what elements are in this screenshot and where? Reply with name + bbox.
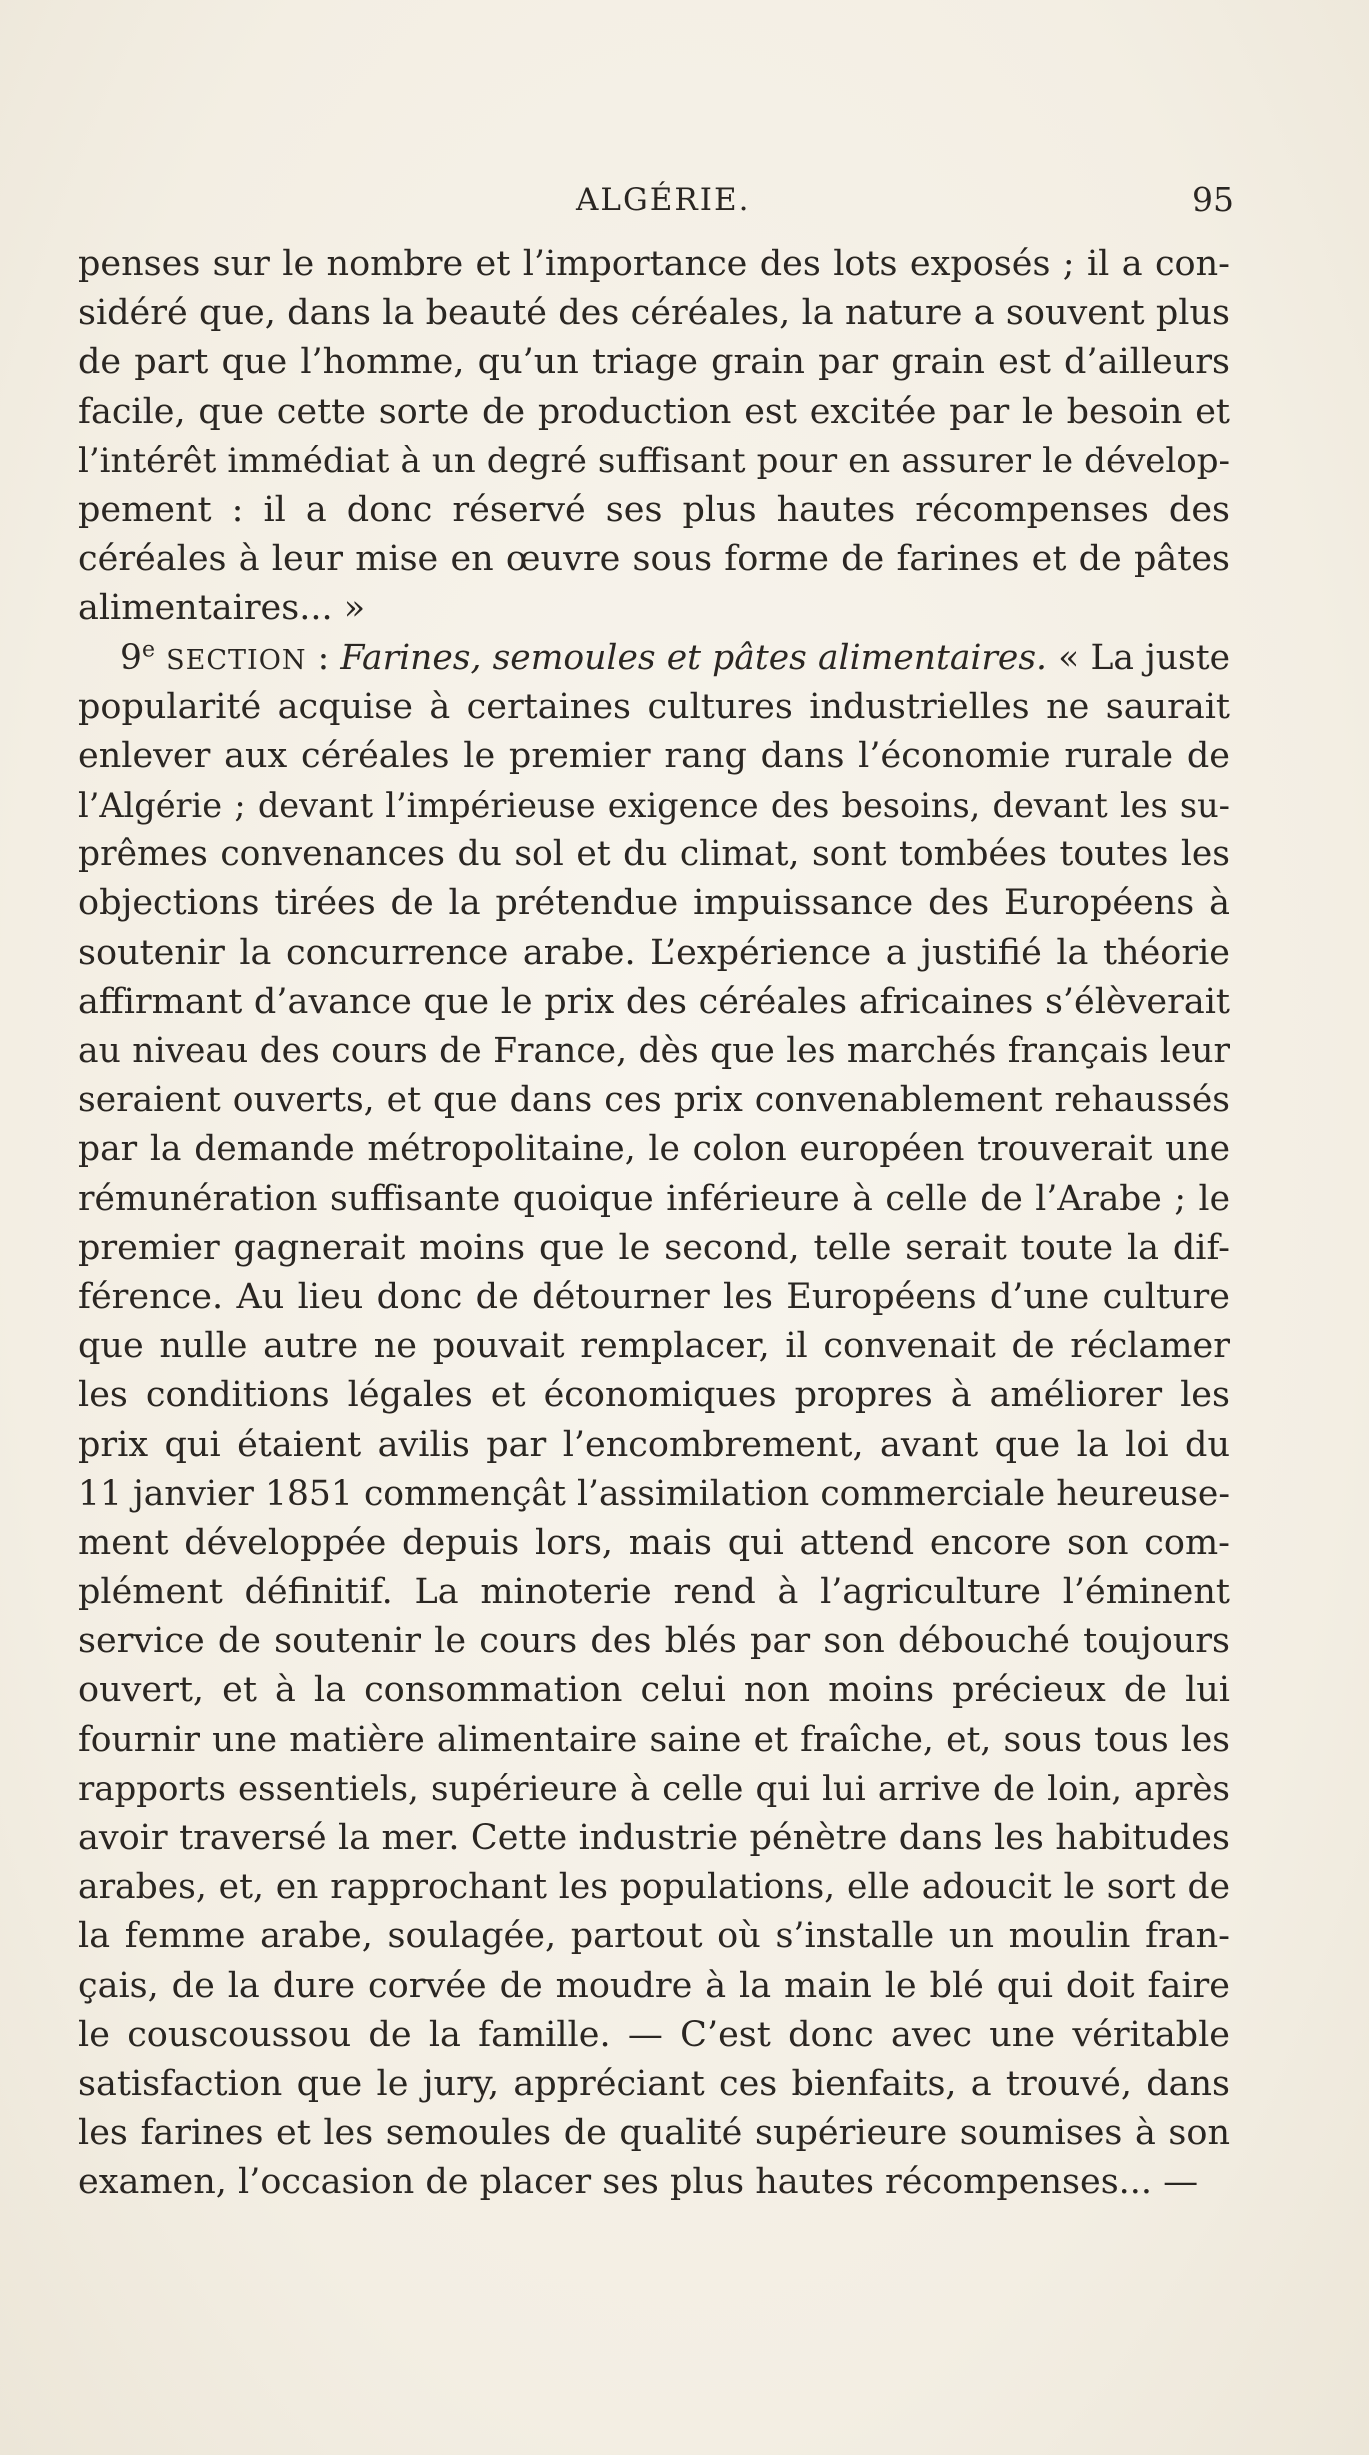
text-line: alimentaires... » (78, 588, 366, 629)
text-line: seraient ouverts, et que dans ces prix convenablement rehaussés (78, 1080, 1230, 1121)
text-line: férence. Au lieu donc de détourner les Européens d’une culture (78, 1276, 1230, 1317)
text-line: que nulle autre ne pouvait remplacer, il convenait de réclamer (78, 1326, 1230, 1367)
page-header (0, 178, 1369, 222)
text-line: ment développée depuis lors, mais qui attend encore son com- (78, 1522, 1230, 1563)
text-line: plément définitif. La minoterie rend à l’agriculture l’éminent (78, 1572, 1230, 1613)
page-number: 95 (1192, 180, 1234, 219)
text-line: fournir une matière alimentaire saine et fraîche, et, sous tous les (78, 1719, 1230, 1760)
text-line: 11 janvier 1851 commençât l’assimilation commerciale heureuse- (78, 1473, 1230, 1514)
text-line: rémunération suffisante quoique inférieure à celle de l’Arabe ; le (78, 1178, 1230, 1219)
section-title: Farines, semoules et pâtes alimentaires. (340, 637, 1048, 678)
section-number-superscript: e (141, 637, 155, 662)
text-line: facile, que cette sorte de production est excitée par le besoin et (78, 391, 1230, 432)
text-line: soutenir la concurrence arabe. L’expérience a justifié la théorie (78, 932, 1230, 973)
text-line: au niveau des cours de France, dès que les marchés français leur (78, 1031, 1230, 1071)
text-line: prix qui étaient avilis par l’encombrement, avant que la loi du (78, 1424, 1230, 1465)
section-number: 9 (120, 637, 142, 678)
body-text (78, 240, 1230, 2208)
text-line: les conditions légales et économiques propres à améliorer les (78, 1375, 1230, 1416)
text-line: prêmes convenances du sol et du climat, sont tombées toutes les (78, 834, 1230, 875)
text-line: le couscoussou de la famille. — C’est donc avec une véritable (78, 2014, 1230, 2055)
text-line: popularité acquise à certaines cultures industrielles ne saurait (78, 686, 1230, 727)
text-line: satisfaction que le jury, appréciant ces bienfaits, a trouvé, dans (78, 2063, 1230, 2104)
text-line: ouvert, et à la consommation celui non moins précieux de lui (78, 1670, 1230, 1711)
text-line: la femme arabe, soulagée, partout où s’installe un moulin fran- (78, 1916, 1230, 1957)
section-separator: : (306, 637, 341, 678)
text-line: par la demande métropolitaine, le colon européen trouverait une (78, 1129, 1230, 1170)
text-line: service de soutenir le cours des blés par son débouché toujours (78, 1621, 1230, 1662)
text-line: rapports essentiels, supérieure à celle qui lui arrive de loin, après (78, 1768, 1230, 1809)
section-continuation: « La juste (1047, 637, 1230, 678)
text-line: sidéré que, dans la beauté des céréales, la nature a souvent plus (78, 293, 1230, 334)
text-line: enlever aux céréales le premier rang dans l’économie rurale de (78, 735, 1230, 776)
text-line: avoir traversé la mer. Cette industrie pénètre dans les habitudes (78, 1818, 1230, 1858)
text-line: les farines et les semoules de qualité supérieure soumises à son (78, 2113, 1230, 2154)
text-line: céréales à leur mise en œuvre sous forme de farines et de pâtes (78, 539, 1230, 580)
text-line: arabes, et, en rapprochant les populations, elle adoucit le sort de (78, 1867, 1230, 1908)
text-line: examen, l’occasion de placer ses plus hautes récompenses... — (78, 2162, 1199, 2203)
text-line: penses sur le nombre et l’importance des lots exposés ; il a con- (78, 244, 1230, 284)
text-line: affirmant d’avance que le prix des céréales africaines s’élèverait (78, 981, 1230, 1022)
text-line: objections tirées de la prétendue impuissance des Européens à (78, 883, 1230, 924)
text-line: çais, de la dure corvée de moudre à la main le blé qui doit faire (78, 1965, 1230, 2006)
running-title: ALGÉRIE. (576, 182, 751, 218)
text-line: premier gagnerait moins que le second, telle serait toute la dif- (78, 1227, 1230, 1268)
text-line: de part que l’homme, qu’un triage grain par grain est d’ailleurs (78, 342, 1230, 383)
text-line: l’intérêt immédiat à un degré suffisant pour en assurer le dévelop- (78, 440, 1230, 481)
text-line: pement : il a donc réservé ses plus hautes récompenses des (78, 489, 1230, 530)
section-heading-line (78, 634, 1230, 683)
text-line: l’Algérie ; devant l’impérieuse exigence des besoins, devant les su- (78, 786, 1230, 826)
section-label: SECTION (166, 644, 307, 676)
